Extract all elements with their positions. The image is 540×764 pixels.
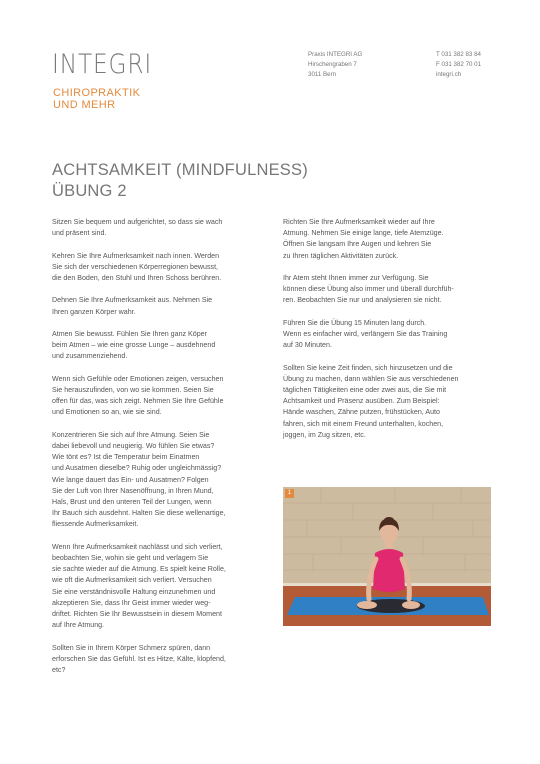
paragraph (52, 643, 266, 677)
paragraph (283, 318, 493, 352)
title-line-2: ÜBUNG 2 (52, 182, 127, 200)
text-line: Kehren Sie Ihre Aufmerksamkeit nach innen. Werden (52, 251, 220, 260)
address-line-2: Hirschengraben 7 (308, 61, 357, 68)
text-line: driftet. Richten Sie Ihr Bewusstsein in diesem Moment (52, 610, 222, 619)
text-line: beim Atmen – wie eine grosse Lunge – ausdehnend (52, 341, 216, 350)
text-line: und zusammenziehend. (52, 352, 128, 361)
text-line: Ihr Atem steht Ihnen immer zur Verfügung. Sie (283, 274, 429, 282)
text-line: fliessende Aufmerksamkeit. (52, 520, 139, 529)
fax-number: F 031 382 70 01 (436, 61, 482, 68)
logo-wordmark: INTEGRI (52, 49, 153, 80)
logo-tagline-line-2: UND MEHR (53, 98, 116, 111)
text-line: Richten Sie Ihre Aufmerksamkeit wieder auf Ihre (283, 218, 435, 226)
text-line: joggen, im Zug sitzen, etc. (283, 430, 366, 439)
phone-number: T 031 382 83 84 (436, 51, 481, 58)
photo-number-badge: 1 (285, 489, 294, 498)
text-line: wie oft die Aufmerksamkeit sich verliert. Versuchen (52, 576, 212, 585)
contact-block (436, 50, 481, 80)
text-line: akzeptieren Sie, dass Ihr Geist immer wieder weg- (52, 598, 211, 607)
text-line: und Ausatmen dieselbe? Ruhig oder ungleichmässig? (52, 464, 222, 473)
text-line: Öffnen Sie langsam Ihre Augen und kehren Sie (283, 240, 432, 249)
text-line: auf Ihre Atmung. (52, 621, 105, 630)
paragraph (283, 273, 493, 307)
text-line: Hals, Brust und den unteren Teil der Lungen, wenn (52, 498, 212, 506)
text-line: Sie der Luft von Ihrer Nasenöffnung, in Ihren Mund, (52, 486, 214, 495)
text-line: Wie tönt es? Ist die Temperatur beim Einatmen (52, 453, 200, 462)
text-line: Übung zu machen, dann wählen Sie aus verschiedenen (283, 374, 459, 383)
logo-tagline-line-1: CHIROPRAKTIK (53, 87, 141, 99)
page-title (52, 160, 308, 202)
text-line: Atmen Sie bewusst. Fühlen Sie Ihren ganz Köper (52, 329, 207, 338)
text-line: Wenn sich Gefühle oder Emotionen zeigen, versuchen (52, 374, 224, 383)
right-column (283, 217, 493, 452)
text-line: auf 30 Minuten. (283, 341, 332, 350)
text-line: und Emotionen so an, wie sie sind. (52, 408, 162, 417)
text-line: beobachten Sie, wohin sie geht und verlagern Sie (52, 554, 209, 562)
paragraph (52, 329, 266, 363)
text-line: etc? (52, 666, 66, 675)
text-line: dabei liebevoll und neugierig. Wo fühlen Sie etwas? (52, 441, 215, 450)
paragraph (283, 217, 493, 262)
paragraph (52, 542, 266, 632)
text-line: Wenn es einfacher wird, verlängern Sie das Training (283, 330, 448, 338)
address-line-1: Praxis INTEGRI AG (308, 51, 363, 58)
text-line: Wenn Ihre Aufmerksamkeit nachlässt und sich verliert, (52, 542, 223, 551)
title-line-1: ACHTSAMKEIT (MINDFULNESS) (52, 161, 308, 179)
text-line: fahren, sich mit einem Freund unterhalten, kochen, (283, 419, 444, 428)
text-line: Ihr Bauch sich ausdehnt. Halten Sie diese wellenartige, (52, 509, 226, 518)
text-line: Konzentrieren Sie sich auf Ihre Atmung. Seien Sie (52, 430, 210, 439)
paragraph (52, 251, 266, 285)
paragraph (52, 430, 266, 531)
text-line: Hände waschen, Zähne putzen, frühstücken, Auto (283, 408, 440, 417)
text-line: zu Ihren täglichen Aktivitäten zurück. (283, 251, 399, 260)
left-column (52, 217, 266, 687)
text-line: Dehnen Sie Ihre Aufmerksamkeit aus. Nehmen Sie (52, 296, 213, 305)
text-line: täglichen Tätigkeiten eine oder zwei aus, die Sie mit (283, 386, 447, 394)
logo (52, 51, 168, 111)
text-line: erforschen Sie das Gefühl. Ist es Hitze, Kälte, klopfend, (52, 654, 226, 663)
text-line: Wie lange dauert das Ein- und Ausatmen? Folgen (52, 475, 209, 484)
text-line: Achtsamkeit und Präsenz ausüben. Zum Beispiel: (283, 397, 440, 406)
meditation-photo (283, 487, 491, 626)
text-line: Atmung. Nehmen Sie einige lange, tiefe Atemzüge. (283, 229, 444, 238)
text-line: Sie eine verständnisvolle Haltung einzunehmen und (52, 587, 216, 596)
meditation-illustration (283, 487, 491, 626)
address-line-3: 3011 Bern (308, 71, 337, 78)
text-line: können diese Übung also immer und überall durchfüh- (283, 285, 454, 294)
paragraph (52, 374, 266, 419)
paragraph (52, 295, 266, 317)
text-line: und präsent sind. (52, 229, 107, 238)
text-line: offen für das, was sich zeigt. Nehmen Sie Ihre Gefühle (52, 397, 224, 406)
text-line: die den Boden, den Stuhl und Ihren Schoss berühren. (52, 274, 222, 282)
paragraph (52, 217, 266, 239)
text-line: Sollten Sie in Ihrem Körper Schmerz spüren, dann (52, 643, 211, 652)
website: integri.ch (436, 71, 462, 78)
text-line: Sie herauszufinden, von wo sie kommen. Seien Sie (52, 385, 214, 394)
text-line: Sollten Sie keine Zeit finden, sich hinzusetzen und die (283, 363, 453, 372)
logo-tagline (53, 88, 168, 111)
text-line: Ihren ganzen Körper wahr. (52, 307, 136, 316)
text-line: Sitzen Sie bequem und aufgerichtet, so dass sie wach (52, 218, 223, 226)
paragraph (283, 363, 493, 441)
text-line: sie sachte wieder auf die Atmung. Es spielt keine Rolle, (52, 565, 226, 574)
text-line: ren. Beobachten Sie nur und analysieren sie nicht. (283, 296, 442, 305)
address-block (308, 50, 362, 80)
text-line: Sie sich der verschiedenen Körperregionen bewusst, (52, 262, 219, 271)
text-line: Führen Sie die Übung 15 Minuten lang durch. (283, 318, 427, 327)
